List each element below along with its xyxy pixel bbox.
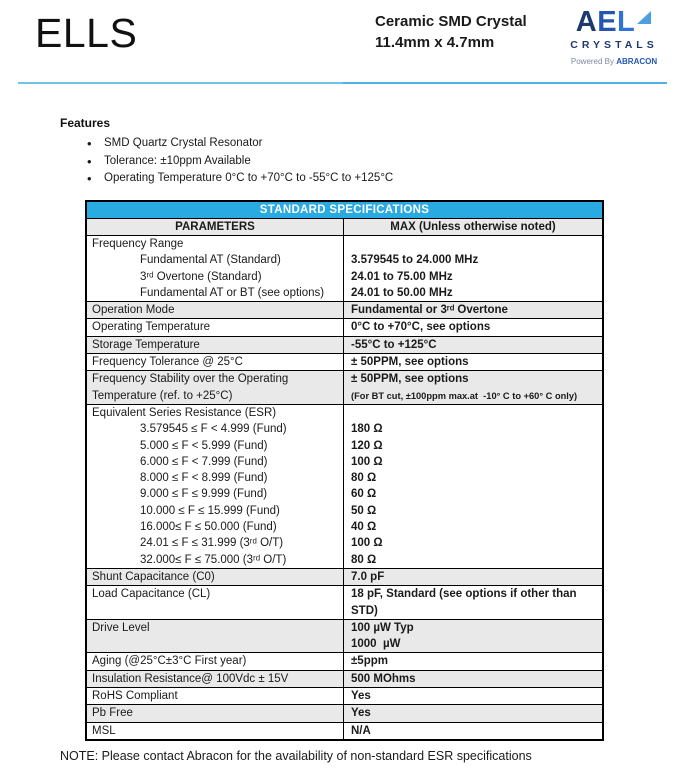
spec-table-row xyxy=(87,688,602,705)
parameter-text: Pb Free xyxy=(92,707,133,720)
logo-triangle-icon xyxy=(636,10,652,25)
value-text: Yes xyxy=(351,707,371,720)
product-name: ELLS xyxy=(35,10,138,56)
value-cell xyxy=(344,569,602,585)
parameter-cell xyxy=(87,337,344,353)
spec-table-row xyxy=(87,337,602,354)
parameter-cell xyxy=(87,586,344,619)
parameter-text: Operation Mode xyxy=(92,304,175,317)
doc-title-line2: 11.4mm x 4.7mm xyxy=(375,34,495,51)
parameter-cell xyxy=(87,688,344,704)
doc-title xyxy=(375,11,527,53)
value-text: 3.579545 to 24.000 MHz xyxy=(351,254,479,267)
parameter-text: 10.000 ≤ F ≤ 15.999 (Fund) xyxy=(140,504,280,517)
spec-table-row xyxy=(87,371,602,405)
value-text: 120 Ω xyxy=(351,439,383,452)
value-text: ± 50PPM, see options xyxy=(351,356,469,369)
parameter-text: Insulation Resistance@ 100Vdc ± 15V xyxy=(92,672,289,685)
features-list xyxy=(60,135,580,188)
parameter-cell xyxy=(87,653,344,669)
parameter-cell xyxy=(87,405,344,568)
parameter-text: 8.000 ≤ F < 8.999 (Fund) xyxy=(140,472,268,485)
value-text: 7.0 pF xyxy=(351,570,385,583)
value-cell xyxy=(344,723,602,739)
value-cell xyxy=(344,405,602,568)
parameter-text: 3.579545 ≤ F < 4.999 (Fund) xyxy=(140,423,287,436)
value-cell xyxy=(344,319,602,335)
parameter-text: 24.01 ≤ F ≤ 31.999 (3ʳᵈ O/T) xyxy=(140,537,284,550)
parameter-cell xyxy=(87,371,344,404)
doc-title-line1: Ceramic SMD Crystal xyxy=(375,13,527,30)
table-header-row xyxy=(87,219,602,236)
value-cell xyxy=(344,354,602,370)
parameter-text: Fundamental AT or BT (see options) xyxy=(140,286,325,299)
value-text: 60 Ω xyxy=(351,488,377,501)
standard-specifications-table xyxy=(85,200,604,741)
spec-table-row xyxy=(87,302,602,319)
value-text: ±5ppm xyxy=(351,655,388,668)
parameter-text: Load Capacitance (CL) xyxy=(92,588,211,601)
spec-table-row xyxy=(87,671,602,688)
parameter-cell xyxy=(87,723,344,739)
value-text: 24.01 to 50.00 MHz xyxy=(351,286,453,299)
value-text: Fundamental or 3ʳᵈ Overtone xyxy=(351,304,508,317)
column-header-max: MAX (Unless otherwise noted) xyxy=(390,221,556,233)
parameter-text: Operating Temperature xyxy=(92,321,211,334)
parameter-text: Storage Temperature xyxy=(92,338,200,351)
value-cell xyxy=(344,620,602,653)
feature-item: • Operating Temperature 0°C to +70°C to -55°C to +125°C xyxy=(60,170,580,188)
features-section xyxy=(60,116,580,188)
value-text: 24.01 to 75.00 MHz xyxy=(351,270,453,283)
value-text: 18 pF, Standard (see options if other than xyxy=(351,588,577,601)
parameter-cell xyxy=(87,319,344,335)
spec-table-row xyxy=(87,569,602,586)
spec-table-row xyxy=(87,319,602,336)
value-text: 40 Ω xyxy=(351,521,377,534)
column-header-parameters: PARAMETERS xyxy=(87,219,344,235)
parameter-cell xyxy=(87,620,344,653)
spec-table-row xyxy=(87,236,602,302)
parameter-text: Fundamental AT (Standard) xyxy=(140,254,281,267)
spec-table-row xyxy=(87,653,602,670)
value-cell xyxy=(344,371,602,404)
footer-note: NOTE: Please contact Abracon for the availability of non-standard ESR specifications xyxy=(60,749,532,763)
spec-table-body xyxy=(87,236,602,739)
parameter-text: Temperature (ref. to +25°C) xyxy=(92,389,233,402)
feature-item: • Tolerance: ±10ppm Available xyxy=(60,153,580,171)
spec-table-row xyxy=(87,620,602,654)
value-text: 180 Ω xyxy=(351,423,383,436)
value-cell xyxy=(344,586,602,619)
logo-letter-e: E xyxy=(597,6,618,38)
spec-table-row xyxy=(87,586,602,620)
parameter-text: 5.000 ≤ F < 5.999 (Fund) xyxy=(140,439,268,452)
parameter-text: Aging (@25°C±3°C First year) xyxy=(92,655,247,668)
parameter-cell xyxy=(87,302,344,318)
parameter-cell xyxy=(87,671,344,687)
parameter-text: Frequency Tolerance @ 25°C xyxy=(92,356,243,369)
logo-letter-a: A xyxy=(575,6,598,38)
parameter-text: 16.000≤ F ≤ 50.000 (Fund) xyxy=(140,521,277,534)
value-cell xyxy=(344,302,602,318)
logo-letter-l: L xyxy=(617,6,636,38)
value-text: 80 Ω xyxy=(351,472,377,485)
table-title-bar: STANDARD SPECIFICATIONS xyxy=(87,202,602,219)
parameter-text: Shunt Capacitance (C0) xyxy=(92,570,215,583)
powered-by-text: Powered By xyxy=(570,57,617,66)
value-text: STD) xyxy=(351,604,378,617)
value-text xyxy=(351,236,602,252)
parameter-text: RoHS Compliant xyxy=(92,690,178,703)
parameter-text: Frequency Stability over the Operating xyxy=(92,373,289,386)
abracon-brand: ABRACON xyxy=(616,57,658,66)
value-text: 100 µW Typ xyxy=(351,621,414,634)
parameter-text: 3ʳᵈ Overtone (Standard) xyxy=(140,270,262,283)
value-text: 0°C to +70°C, see options xyxy=(351,321,491,334)
parameter-text: MSL xyxy=(92,724,116,737)
features-heading: Features xyxy=(60,116,111,130)
value-text: Yes xyxy=(351,690,371,703)
value-text: 500 MOhms xyxy=(351,672,416,685)
ael-crystals-logo xyxy=(556,8,672,66)
value-text: 50 Ω xyxy=(351,504,377,517)
parameter-text: 6.000 ≤ F < 7.999 (Fund) xyxy=(140,455,268,468)
value-text: 1000 µW xyxy=(351,638,401,651)
spec-table-row xyxy=(87,723,602,739)
powered-by-abracon xyxy=(556,57,672,66)
value-text: N/A xyxy=(351,724,371,737)
logo-wordmark xyxy=(556,8,672,38)
value-cell xyxy=(344,236,602,301)
parameter-text: 32.000≤ F ≤ 75.000 (3ʳᵈ O/T) xyxy=(140,553,287,566)
value-cell xyxy=(344,705,602,721)
parameter-cell xyxy=(87,705,344,721)
value-text: -55°C to +125°C xyxy=(351,338,437,351)
value-text: 80 Ω xyxy=(351,553,377,566)
value-text: (For BT cut, ±100ppm max.at -10° C to +60° C only) xyxy=(351,390,578,401)
parameter-text: Drive Level xyxy=(92,621,150,634)
logo-subtitle: CRYSTALS xyxy=(570,39,658,51)
parameter-cell xyxy=(87,569,344,585)
parameter-cell xyxy=(87,354,344,370)
value-cell xyxy=(344,337,602,353)
parameter-cell xyxy=(87,236,344,301)
value-cell xyxy=(344,671,602,687)
parameter-text: Equivalent Series Resistance (ESR) xyxy=(92,406,277,419)
feature-item: • SMD Quartz Crystal Resonator xyxy=(60,135,580,153)
value-text xyxy=(351,405,602,421)
spec-table-row xyxy=(87,705,602,722)
value-text: 100 Ω xyxy=(351,455,383,468)
header-divider-line xyxy=(18,82,667,84)
parameter-text: 9.000 ≤ F ≤ 9.999 (Fund) xyxy=(140,488,268,501)
spec-table-row xyxy=(87,354,602,371)
value-text: ± 50PPM, see options xyxy=(351,373,469,386)
parameter-text: Frequency Range xyxy=(92,238,184,250)
value-cell xyxy=(344,653,602,669)
value-cell xyxy=(344,688,602,704)
spec-table-row xyxy=(87,405,602,569)
value-text: 100 Ω xyxy=(351,537,383,550)
